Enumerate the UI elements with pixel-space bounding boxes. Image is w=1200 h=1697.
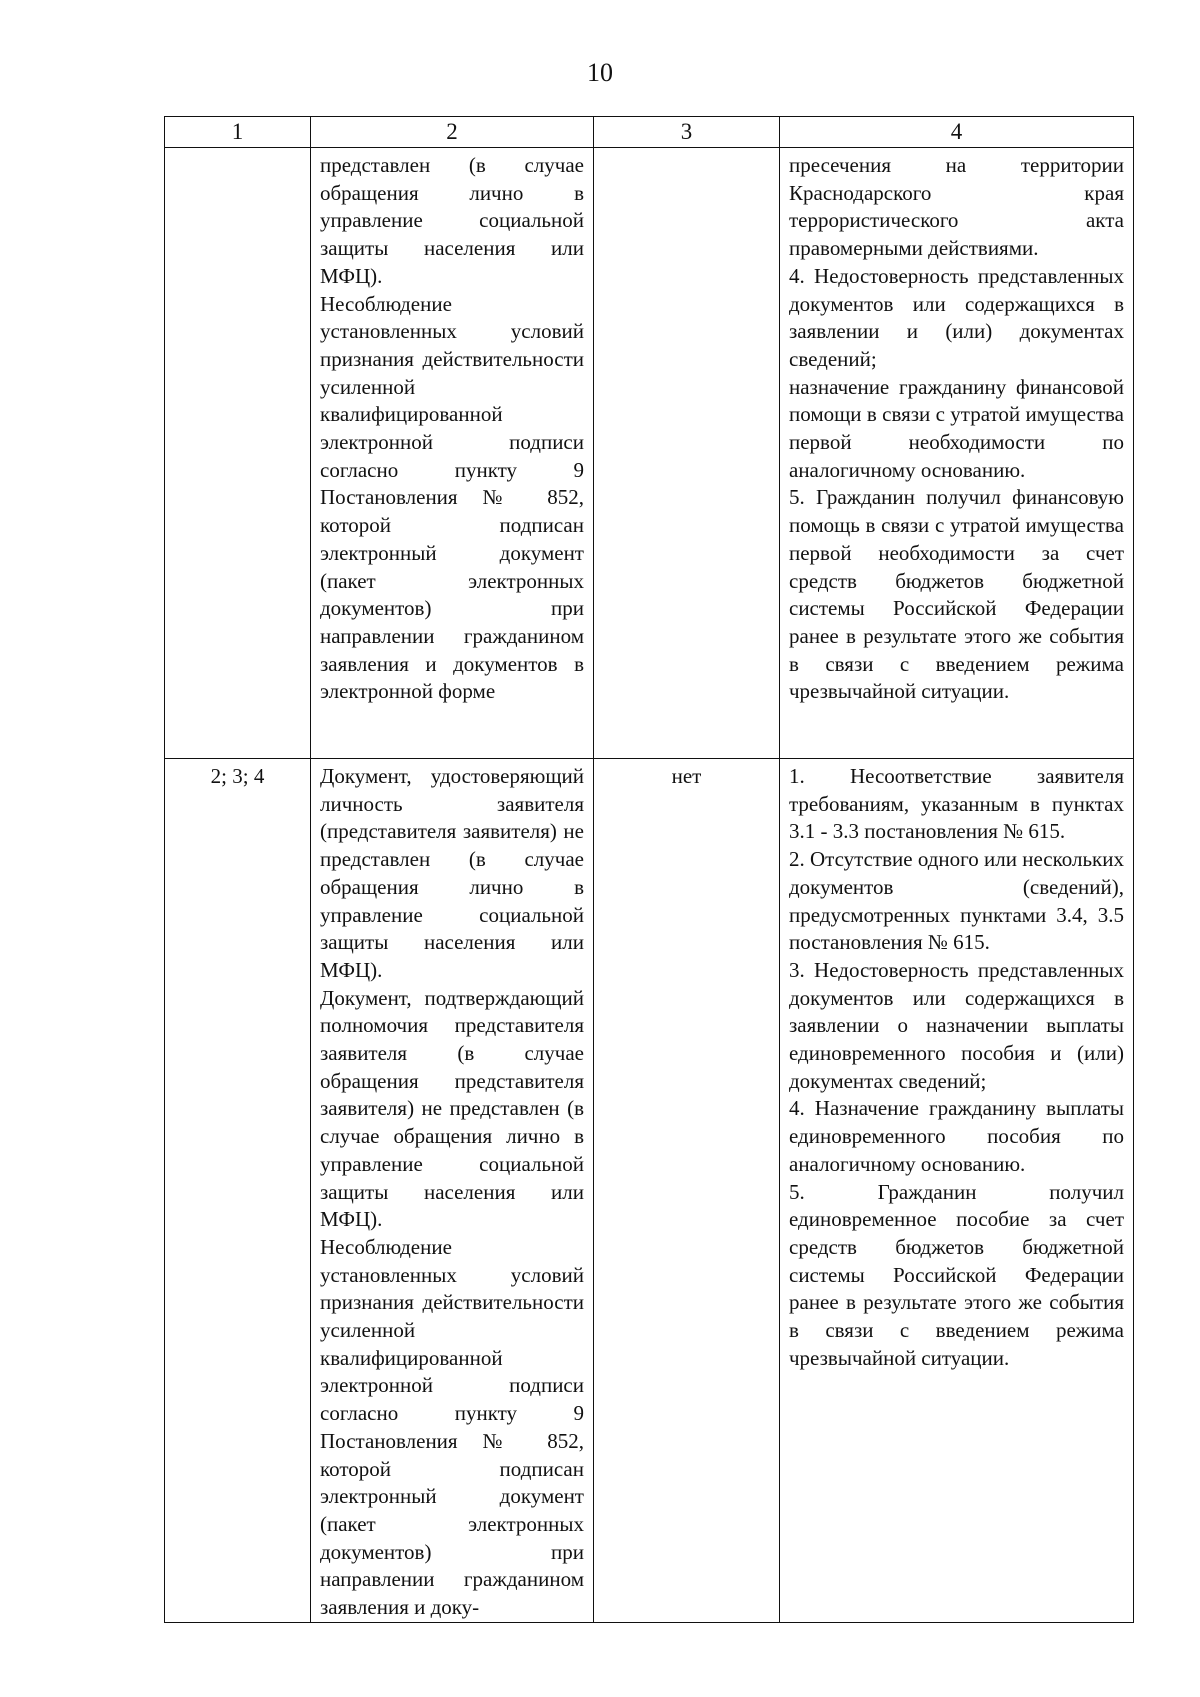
cell-denial-grounds [780, 148, 1134, 759]
cell-refusal-grounds [311, 759, 594, 1623]
paragraph: 5. Гражданин получил единовременное пособие за счет средств бюджетов бюджетной системы Российской Федерации ранее в результате этого же события в связи с введением режима чрезвычайной ситуации. [789, 1179, 1124, 1370]
column-header-2: 2 [311, 117, 594, 148]
cell-step-numbers: 2; 3; 4 [165, 759, 311, 1623]
column-header-4: 4 [780, 117, 1134, 148]
paragraph: 1. Несоответствие заявителя требованиям, указанным в пунктах 3.1 - 3.3 постановления № 615. [789, 764, 1124, 844]
document-table [164, 116, 1134, 1623]
paragraph: 3. Недостоверность представленных документов или содержащихся в заявлении о назначении выплаты единовременного пособия и (или) документах сведений; [789, 957, 1124, 1093]
cell-flag: нет [594, 759, 780, 1623]
paragraph: Документ, удостоверяющий личность заявителя (представителя заявителя) не представлен (в случае обращения лично в управление социальной защиты населения или МФЦ). [320, 764, 584, 982]
cell-denial-grounds [780, 759, 1134, 1623]
table-row [165, 759, 1134, 1623]
paragraph: 2. Отсутствие одного или нескольких документов (сведений), предусмотренных пунктами 3.4, 3.5 постановления № 615. [789, 847, 1124, 955]
paragraph: 4. Недостоверность представленных документов или содержащихся в заявлении и (или) документах сведений; [789, 263, 1124, 371]
page-number: 10 [587, 58, 613, 87]
paragraph: Несоблюдение установленных условий признания действительности усиленной квалифицированной электронной подписи согласно пункту 9 Постановления № 852, которой подписан электронный документ (пакет электронных документов) при направлении гражданином заявления и доку- [320, 1234, 584, 1620]
cell-refusal-grounds [311, 148, 594, 759]
column-header-3: 3 [594, 117, 780, 148]
column-header-1: 1 [165, 117, 311, 148]
paragraph: Несоблюдение установленных условий признания действительности усиленной квалифицированной электронной подписи согласно пункту 9 Постановления № 852, которой подписан электронный документ (пакет электронных документов) при направлении гражданином заявления и документов в электронной форме [320, 291, 584, 704]
paragraph: назначение гражданину финансовой помощи в связи с утратой имущества первой необходимости по аналогичному основанию. [789, 374, 1124, 482]
paragraph: представлен (в случае обращения лично в управление социальной защиты населения или МФЦ). [320, 153, 584, 288]
paragraph: пресечения на территории Краснодарского края террористического акта правомерными действиями. [789, 153, 1124, 261]
paragraph: 5. Гражданин получил финансовую помощь в связи с утратой имущества первой необходимости за счет средств бюджетов бюджетной системы Российской Федерации ранее в результате этого же события в связи с введением режима чрезвычайной ситуации. [789, 485, 1124, 704]
cell-step-numbers [165, 148, 311, 759]
header-row [165, 117, 1134, 148]
paragraph: Документ, подтверждающий полномочия представителя заявителя (в случае обращения представителя заявителя) не представлен (в случае обращения лично в управление социальной защиты населения или МФЦ). [320, 985, 584, 1232]
table-row [165, 148, 1134, 759]
cell-flag [594, 148, 780, 759]
paragraph: 4. Назначение гражданину выплаты единовременного пособия по аналогичному основанию. [789, 1096, 1124, 1176]
